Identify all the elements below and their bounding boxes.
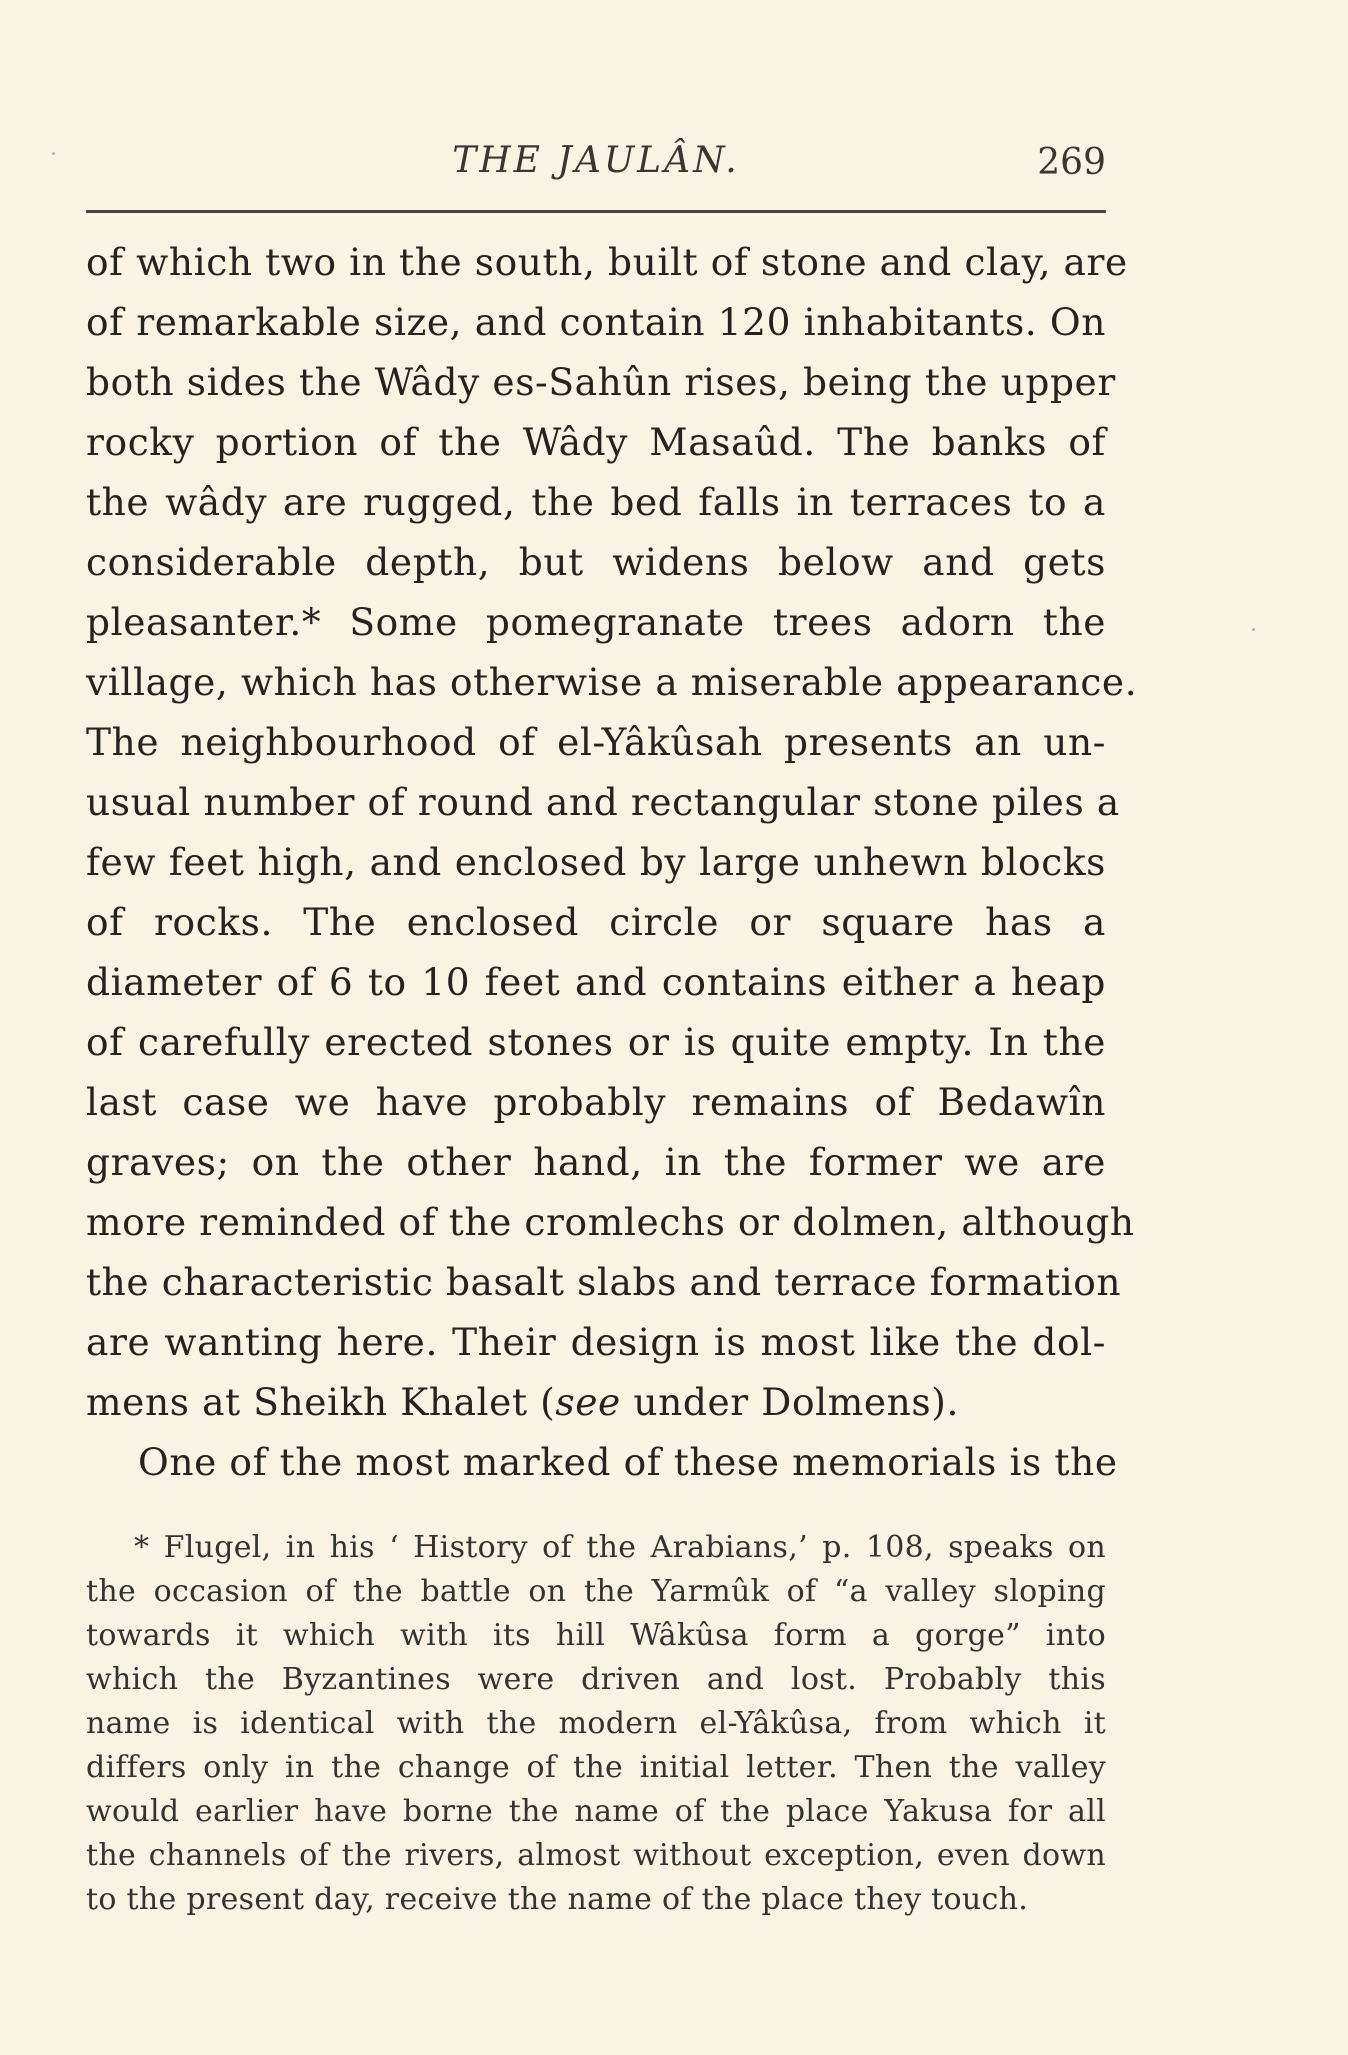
body-line: considerable depth, but widens below and gets	[86, 540, 1106, 584]
footnote-line: * Flugel, in his ‘ History of the Arabians,’ p. 108, speaks on	[134, 1530, 1106, 1565]
footnote-line: name is identical with the modern el-Yâkûsa, from which it	[86, 1706, 1106, 1741]
body-line: diameter of 6 to 10 feet and contains either a heap	[86, 960, 1106, 1004]
page-header	[86, 140, 1106, 190]
body-text-segment: mens at Sheikh Khalet (	[86, 1380, 556, 1424]
footnote-line: the occasion of the battle on the Yarmûk of “a valley sloping	[86, 1574, 1106, 1609]
footnote-line: which the Byzantines were driven and lost. Probably this	[86, 1662, 1106, 1697]
header-rule	[86, 210, 1106, 213]
paragraph-start-line: One of the most marked of these memorials is the	[138, 1440, 1118, 1484]
body-line: graves; on the other hand, in the former we are	[86, 1140, 1106, 1184]
body-line: of rocks. The enclosed circle or square has a	[86, 900, 1106, 944]
footnote	[86, 1526, 1106, 1922]
body-text	[86, 232, 1138, 1492]
running-title: THE JAULÂN.	[452, 140, 740, 181]
body-line: The neighbourhood of el-Yâkûsah presents an un-	[86, 720, 1106, 764]
body-line: of carefully erected stones or is quite empty. In the	[86, 1020, 1106, 1064]
body-line: few feet high, and enclosed by large unhewn blocks	[86, 840, 1106, 884]
body-text-segment: under Dolmens).	[620, 1380, 960, 1424]
body-line: usual number of round and rectangular stone piles a	[86, 780, 1120, 824]
paper-speck	[52, 152, 55, 155]
body-line: the characteristic basalt slabs and terrace formation	[86, 1260, 1122, 1304]
footnote-line: differs only in the change of the initial letter. Then the valley	[86, 1750, 1106, 1785]
footnote-line: the channels of the rivers, almost without exception, even down	[86, 1838, 1106, 1873]
body-line: village, which has otherwise a miserable appearance.	[86, 660, 1138, 704]
footnote-line: would earlier have borne the name of the place Yakusa for all	[86, 1794, 1106, 1829]
page-number: 269	[1037, 142, 1106, 183]
body-line: the wâdy are rugged, the bed falls in terraces to a	[86, 480, 1106, 524]
body-line: of which two in the south, built of stone and clay, are	[86, 240, 1128, 284]
body-line: more reminded of the cromlechs or dolmen, although	[86, 1200, 1135, 1244]
body-line: are wanting here. Their design is most like the dol-	[86, 1320, 1106, 1364]
footnote-line: to the present day, receive the name of the place they touch.	[86, 1882, 1029, 1917]
body-line-with-italic	[86, 1372, 1106, 1432]
body-line: rocky portion of the Wâdy Masaûd. The banks of	[86, 420, 1106, 464]
body-line: last case we have probably remains of Bedawîn	[86, 1080, 1106, 1124]
italic-see: see	[555, 1380, 621, 1424]
footnote-line: towards it which with its hill Wâkûsa form a gorge” into	[86, 1618, 1106, 1653]
body-line: pleasanter.* Some pomegranate trees adorn the	[86, 600, 1106, 644]
paper-speck	[1252, 628, 1255, 631]
body-line: both sides the Wâdy es-Sahûn rises, being the upper	[86, 360, 1116, 404]
body-line: of remarkable size, and contain 120 inhabitants. On	[86, 300, 1106, 344]
